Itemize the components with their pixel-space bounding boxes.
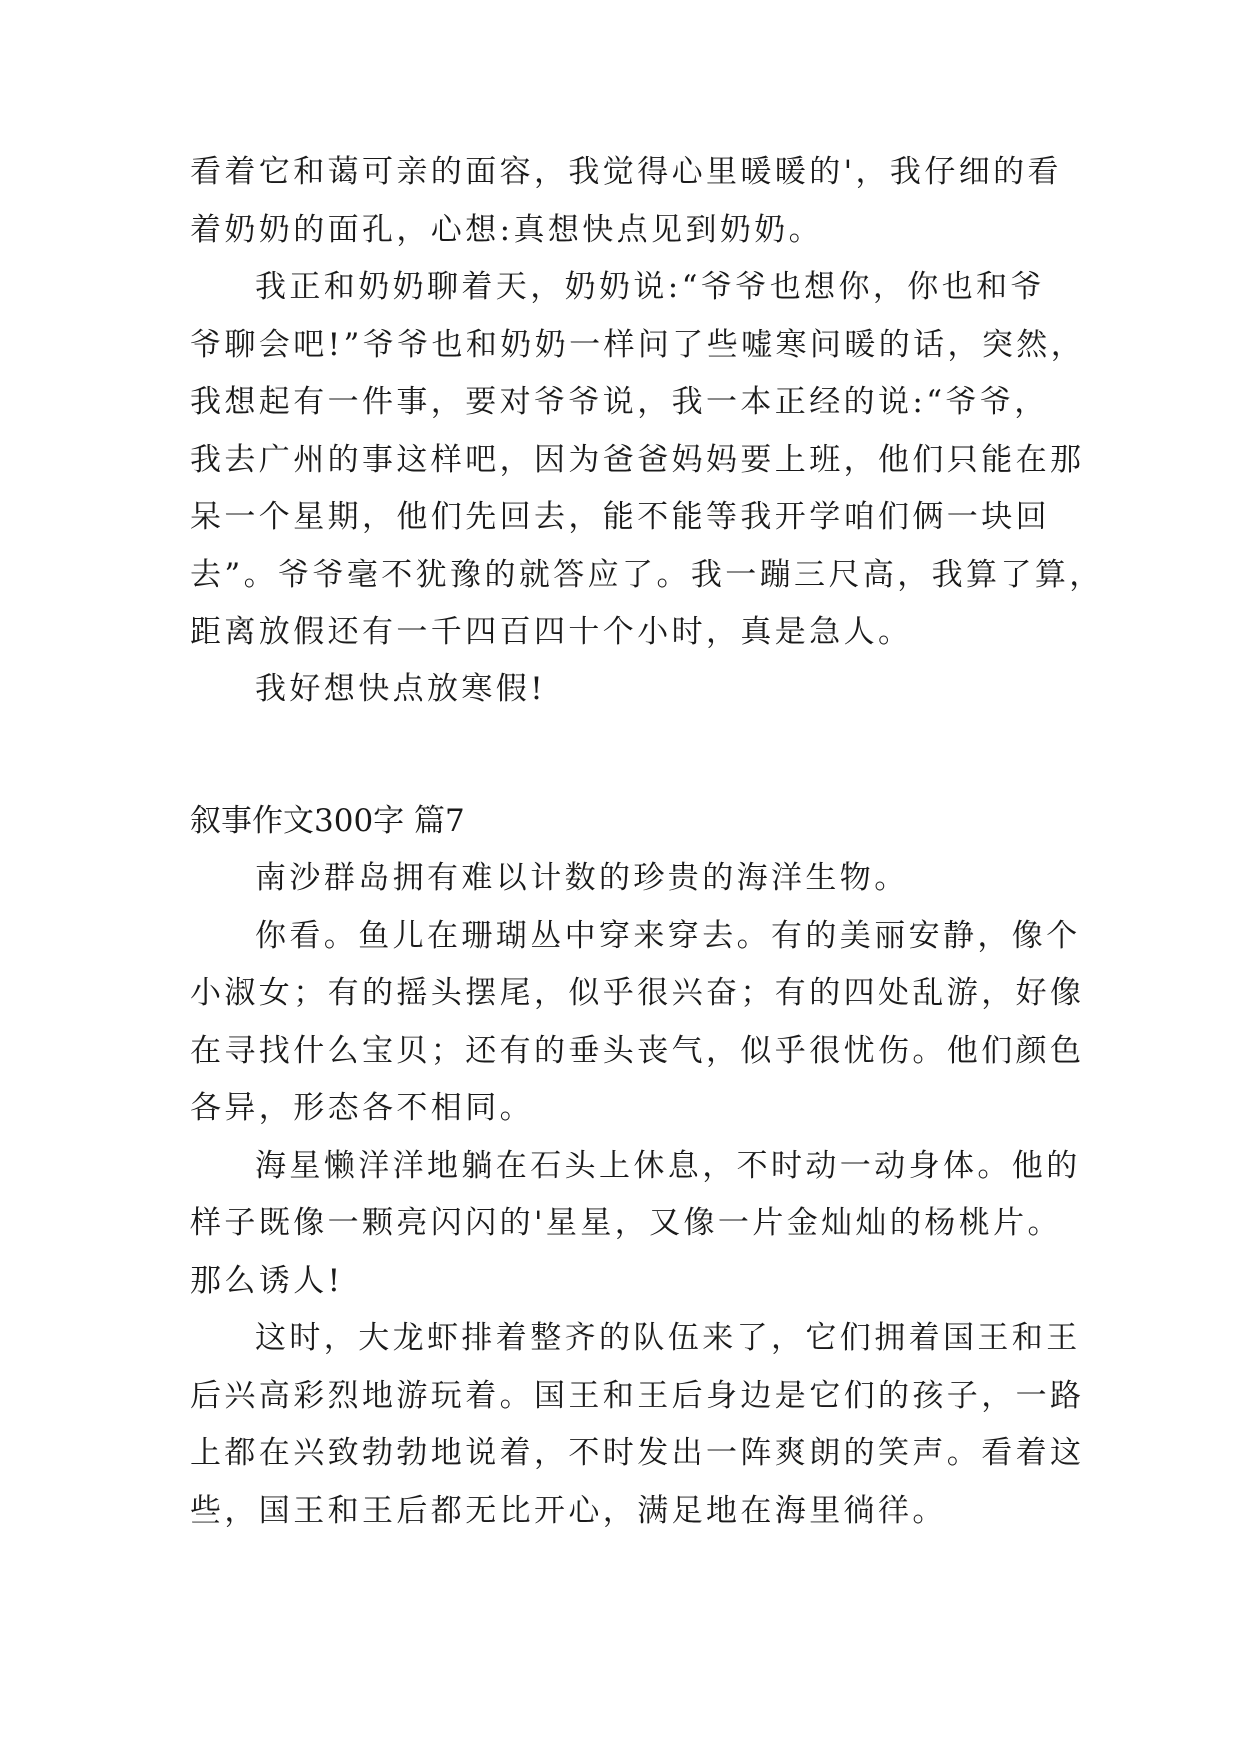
- paragraph-line: 看着它和蔼可亲的面容，我觉得心里暖暖的'，我仔细的看: [190, 154, 1062, 190]
- paragraph-line: 海星懒洋洋地躺在石头上休息，不时动一动身体。他的: [255, 1148, 1081, 1184]
- paragraph-line: 呆一个星期，他们先回去，能不能等我开学咱们俩一块回: [190, 499, 1050, 535]
- section-heading: 叙事作文300字 篇7: [190, 803, 465, 839]
- paragraph-line: 上都在兴致勃勃地说着，不时发出一阵爽朗的笑声。看着这: [190, 1435, 1085, 1471]
- paragraph-line: 我好想快点放寒假!: [255, 671, 547, 707]
- paragraph-line: 些，国王和王后都无比开心，满足地在海里徜徉。: [190, 1493, 947, 1529]
- paragraph-line: 小淑女；有的摇头摆尾，似乎很兴奋；有的四处乱游，好像: [190, 975, 1085, 1011]
- paragraph-line: 在寻找什么宝贝；还有的垂头丧气，似乎很忧伤。他们颜色: [190, 1033, 1085, 1069]
- paragraph-line: 那么诱人!: [190, 1263, 344, 1299]
- paragraph-line: 去”。爷爷毫不犹豫的就答应了。我一蹦三尺高，我算了算，: [190, 557, 1104, 593]
- paragraph-line: 距离放假还有一千四百四十个小时，真是急人。: [190, 614, 913, 650]
- paragraph-line: 爷聊会吧!”爷爷也和奶奶一样问了些嘘寒问暖的话，突然，: [190, 327, 1086, 363]
- paragraph-line: 我去广州的事这样吧，因为爸爸妈妈要上班，他们只能在那: [190, 442, 1085, 478]
- paragraph-line: 后兴高彩烈地游玩着。国王和王后身边是它们的孩子，一路: [190, 1378, 1085, 1414]
- paragraph-line: 我想起有一件事，要对爷爷说，我一本正经的说:“爷爷，: [190, 384, 1049, 420]
- paragraph-line: 你看。鱼儿在珊瑚丛中穿来穿去。有的美丽安静，像个: [255, 918, 1081, 954]
- paragraph-line: 这时，大龙虾排着整齐的队伍来了，它们拥着国王和王: [255, 1320, 1081, 1356]
- paragraph-line: 各异，形态各不相同。: [190, 1090, 534, 1126]
- paragraph-line: 南沙群岛拥有难以计数的珍贵的海洋生物。: [255, 860, 909, 896]
- paragraph-line: 着奶奶的面孔，心想:真想快点见到奶奶。: [190, 212, 824, 248]
- paragraph-line: 我正和奶奶聊着天，奶奶说:“爷爷也想你，你也和爷: [255, 269, 1045, 305]
- paragraph-line: 样子既像一颗亮闪闪的'星星，又像一片金灿灿的杨桃片。: [190, 1205, 1062, 1241]
